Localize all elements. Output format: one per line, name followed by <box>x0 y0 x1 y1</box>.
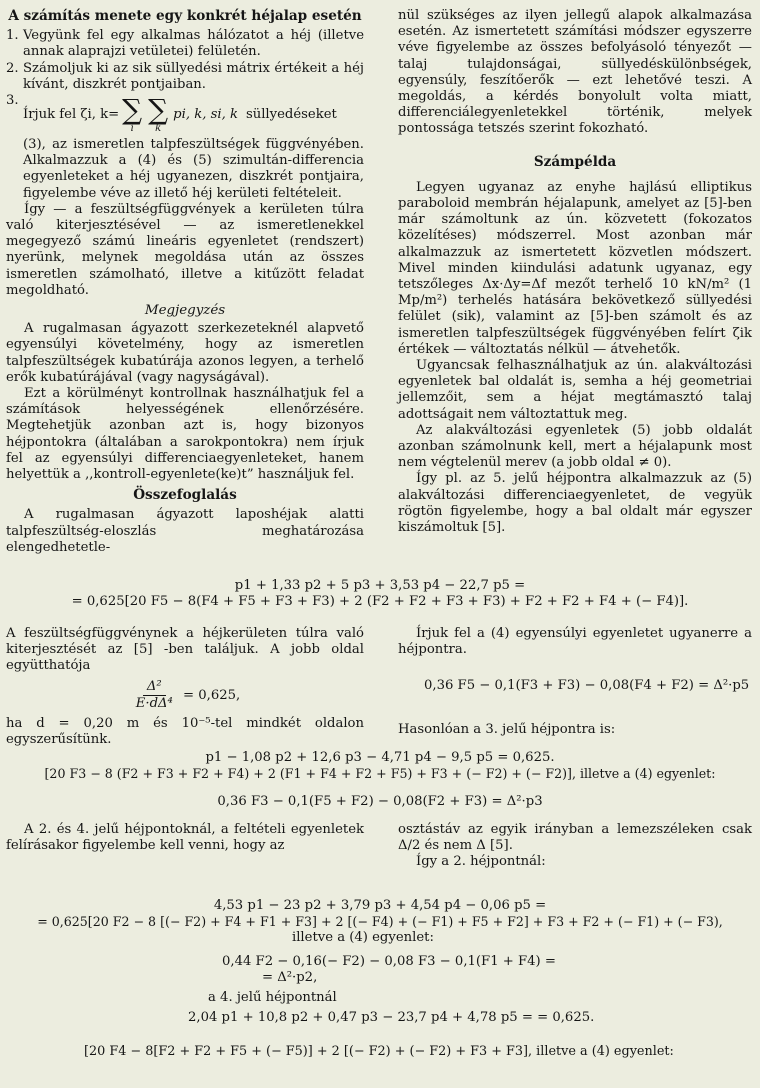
paragraph: Ezt a körülményt kontrollnak használhatjuk fel a számítások helyességének ellenőrzésére. Megtehetjük azonban azt is, hogy bizonyos héjpontokra (általában a sarokpontokra) nem írjuk fel az egyensúlyi differenciaegyenleteket, hanem helyettük a ,,kontroll-egyenlete(ke)t” használjuk fel. <box>6 386 364 483</box>
equation-line: 0,44 F2 − 0,16(− F2) − 0,08 F3 − 0,1(F1 + F4) = <box>222 954 556 969</box>
steps-list <box>6 28 364 202</box>
step-3: 3. Írjuk fel ζi, k= ∑ i ∑ k pi, k, si, k süllyedéseket (3), az ismeretlen talpfeszültségek függvényében. Alkalmazzuk a (4) és (5) szimultán-differencia egyenleteket a héj ugyanezen, diszkrét pontjaira, figyelembe véve az illető héj kerületi feltételeit. <box>6 93 364 201</box>
equation-line: = Δ²·p2, <box>262 970 318 985</box>
paragraph: Így pl. az 5. jelű héjpontra alkalmazzuk az (5) alakváltozási differenciaegyenletet, de vegyük rögtön figyelembe, hogy a bal oldalt már egyszer kiszámoltuk [5]. <box>398 471 752 536</box>
paragraph: ha d = 0,20 m és 10⁻⁵-tel mindkét oldalon egyszerűsítünk. <box>6 716 364 748</box>
mid-left-block <box>6 822 364 854</box>
equation-line: [20 F3 − 8 (F2 + F3 + F2 + F4) + 2 (F1 + F4 + F2 + F5) + F3 + (− F2) + (− F2)], illetve a (4) egyenlet: <box>44 766 716 781</box>
fraction-block: $\frac{\text{Δ²}}{\text{E·dΔ⁴}}$ = 0,625, <box>6 679 364 712</box>
step-2: 2. Számoljuk ki az sik süllyedési mátrix értékeit a héj kívánt, diszkrét pontjaiban. <box>6 60 364 92</box>
section-heading: A számítás menete egy konkrét héjalap esetén <box>8 8 362 24</box>
paragraph: nül szükséges az ilyen jellegű alapok alkalmazása esetén. Az ismertetett számítási módszer egyszerre véve figyelembe az összes befolyásoló tényezőt — talaj tulajdonságai, süllyedéskülönbségek, egyensúly, feszítőerők — ezt lehetővé teszi. A megoldás, a kérdés bonyolult volta miatt, differenciálegyenletekkel történik, melyek pontossága tetszés szerint fokozható. <box>398 8 752 137</box>
equation-line: illetve a (4) egyenlet: <box>292 930 434 945</box>
equation-line: p1 + 1,33 p2 + 5 p3 + 3,53 p4 − 22,7 p5 = <box>234 578 526 593</box>
fraction: $\frac{\text{Δ²}}{\text{E·dΔ⁴}}$ <box>135 678 173 711</box>
paragraph: osztástáv az egyik irányban a lemezszéleken csak Δ/2 és nem Δ [5]. <box>398 822 752 854</box>
paragraph: Az alakváltozási egyenletek (5) jobb oldalát azonban számolnunk kell, mert a héjalapunk most nem végtelenül merev (a jobb oldal ≠ 0). <box>398 422 752 471</box>
equation-line: 4,53 p1 − 23 p2 + 3,79 p3 + 4,54 p4 − 0,06 p5 = <box>213 898 547 913</box>
equation-line: = 0,625[20 F5 − 8(F4 + F5 + F3 + F3) + 2 (F2 + F2 + F3 + F3) + F2 + F2 + F4 + (− F4)]. <box>71 594 689 609</box>
right-column <box>398 8 752 536</box>
paragraph: Legyen ugyanaz az enyhe hajlású elliptikus paraboloid membrán héjalapunk, amelyet az [5]-ben már számoltunk az ún. közvetett (fokozatos közelítéses) módszerrel. Most azonban már alkalmazzuk az ismertetett közvetlen módszert. Mivel minden kiindulási adatunk ugyanaz, egy tetszőleges Δx·Δy=Δf mezőt terhelő 10 kN/m² (1 Mp/m²) terhelés hatására bekövetkező süllyedési felület (sik), valamint az [5]-ben számolt és az ismeretlen talpfeszültségek függvényében felírt ζik értékek — változtatás nélkül — átvehetők. <box>398 179 752 357</box>
text-line: Hasonlóan a 3. jelű héjpontra is: <box>398 722 616 737</box>
paragraph: A feszültségfüggvénynek a héjkerületen túlra való kiterjesztését az [5] -ben találjuk. A jobb oldal együtthatója <box>6 626 364 674</box>
step-1: 1. Vegyünk fel egy alkalmas hálózatot a héj (illetve annak alaprajzi vetületei) felületén. <box>6 28 364 60</box>
equation-line: [20 F4 − 8[F2 + F2 + F5 + (− F5)] + 2 [(− F2) + (− F2) + F3 + F3], illetve a (4) egyenlet: <box>84 1044 674 1059</box>
summary-title: Összefoglalás <box>133 487 237 504</box>
paragraph: A rugalmasan ágyazott szerkezeteknél alapvető egyensúlyi követelmény, hogy az ismeretlen talpfeszültségek kubatúrája azonos legyen, a terhelő erők kubatúrájával (vagy nagyságával). <box>6 321 364 385</box>
paragraph: A rugalmasan ágyazott laposhéjak alatti talpfeszültség-eloszlás meghatározása elengedhetetle- <box>6 507 364 555</box>
paragraph: Írjuk fel a (4) egyensúlyi egyenletet ugyanerre a héjpontra. <box>398 626 752 658</box>
equation-line: p1 − 1,08 p2 + 12,6 p3 − 4,71 p4 − 9,5 p5 = 0,625. <box>205 750 555 765</box>
paragraph: Így — a feszültségfüggvények a kerületen túlra való kiterjesztésével — az ismeretlenekkel megegyező számú lineáris egyenletet (rendszert) nyerünk, melynek megoldása után az összes ismeretlen számolható, illetve a kitűzött feladat megoldható. <box>6 201 364 298</box>
text-line: a 4. jelű héjpontnál <box>208 990 337 1005</box>
mid-right-block <box>398 822 752 871</box>
equation-line: 0,36 F3 − 0,1(F5 + F2) − 0,08(F2 + F3) = Δ²·p3 <box>217 794 543 809</box>
equation-line: = 0,625[20 F2 − 8 [(− F2) + F4 + F1 + F3] + 2 [(− F4) + (− F1) + F5 + F2] + F3 + F2 + (− F1) + (− F3), <box>37 914 723 929</box>
left-column <box>6 8 364 556</box>
sum-symbol: ∑ k <box>148 93 169 135</box>
sum-symbol: ∑ i <box>122 93 143 135</box>
example-title: Számpélda <box>533 153 617 170</box>
sum-formula: Írjuk fel ζi, k= ∑ i ∑ k pi, k, si, k süllyedéseket <box>23 93 337 135</box>
remark-title: Megjegyzés <box>144 303 226 319</box>
equation-line: 2,04 p1 + 10,8 p2 + 0,47 p3 − 23,7 p4 + 4,78 p5 = = 0,625. <box>188 1010 595 1025</box>
paragraph: A 2. és 4. jelű héjpontoknál, a feltételi egyenletek felírásakor figyelembe kell venni, hogy az <box>6 822 364 854</box>
equation-line: 0,36 F5 − 0,1(F3 + F3) − 0,08(F4 + F2) = Δ²·p5 <box>424 678 750 694</box>
paragraph: Ugyancsak felhasználhatjuk az ún. alakváltozási egyenletek bal oldalát is, semha a héj geometriai jellemzőit, sem a héjat megtámasztó talaj adottságait nem változtattuk meg. <box>398 358 752 422</box>
paragraph: Így a 2. héjpontnál: <box>416 854 546 870</box>
lower-right-block <box>398 626 752 695</box>
lower-left-block <box>6 626 364 748</box>
